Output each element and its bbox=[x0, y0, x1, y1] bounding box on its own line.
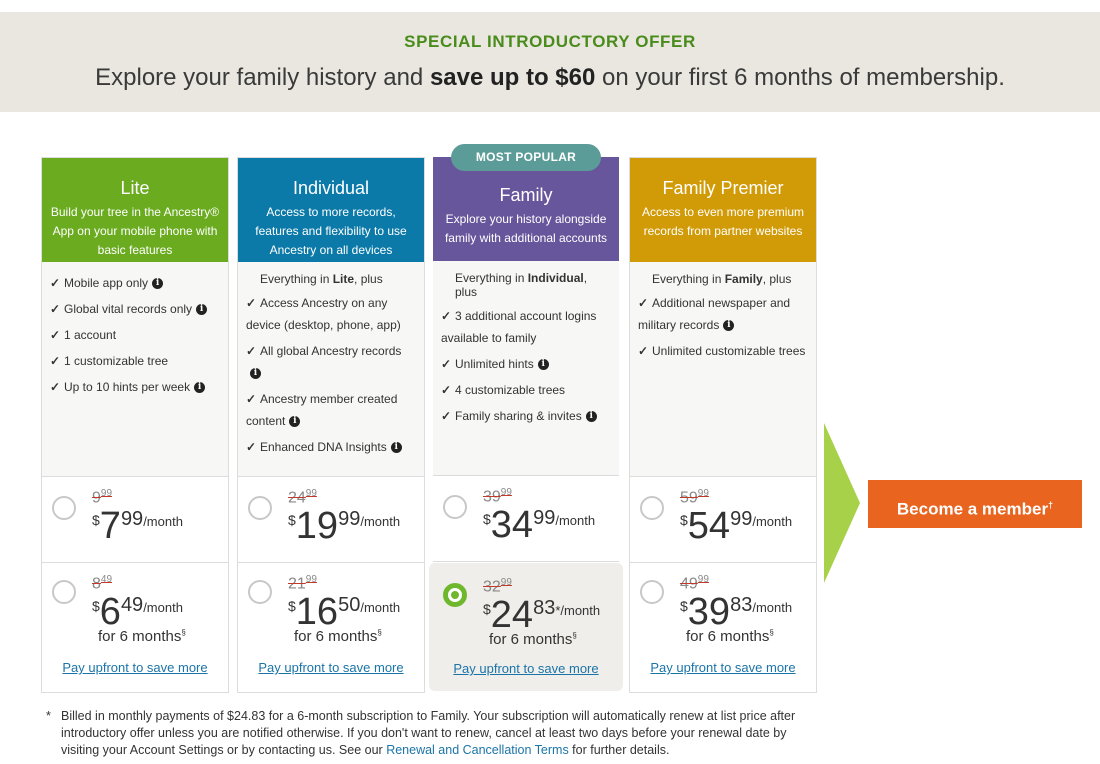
feature-text: 4 customizable trees bbox=[455, 383, 566, 397]
monthly-option[interactable] bbox=[42, 476, 228, 562]
term-text: for 6 months bbox=[489, 631, 573, 648]
intro-text: Everything in bbox=[652, 272, 725, 286]
currency-symbol: $ bbox=[288, 512, 296, 528]
info-icon[interactable]: i bbox=[289, 416, 300, 427]
feature-item bbox=[441, 379, 611, 401]
sixmonth-radio[interactable] bbox=[443, 583, 467, 607]
sixmonth-price bbox=[288, 592, 400, 632]
monthly-radio[interactable] bbox=[52, 496, 76, 520]
feature-item bbox=[50, 298, 220, 320]
plan-description: Build your tree in the Ancestry® App on your mobile phone with basic features bbox=[50, 205, 220, 257]
feature-text: Enhanced DNA Insights bbox=[260, 440, 387, 454]
check-icon: ✓ bbox=[246, 344, 257, 358]
feature-text: Unlimited hints bbox=[455, 357, 534, 371]
info-icon[interactable]: i bbox=[586, 411, 597, 422]
term-text: for 6 months bbox=[98, 628, 182, 645]
feature-text: Ancestry member created content bbox=[246, 392, 398, 428]
feature-text: All global Ancestry records bbox=[260, 344, 402, 358]
info-icon[interactable]: i bbox=[723, 320, 734, 331]
monthly-radio[interactable] bbox=[640, 496, 664, 520]
footnote-text bbox=[61, 708, 806, 759]
features-intro bbox=[455, 271, 609, 299]
feature-text: 1 account bbox=[64, 328, 117, 342]
intro-tail: , plus bbox=[354, 272, 383, 286]
was-cents: 99 bbox=[305, 488, 317, 499]
plan-header bbox=[42, 158, 228, 262]
feature-item bbox=[246, 388, 416, 432]
currency-symbol: $ bbox=[288, 598, 296, 614]
feature-text: Unlimited customizable trees bbox=[652, 344, 806, 358]
currency-symbol: $ bbox=[483, 511, 491, 527]
term-mark: § bbox=[572, 631, 577, 640]
price-period: /month bbox=[752, 600, 793, 615]
check-icon: ✓ bbox=[50, 354, 61, 368]
headline-text: Explore your family history and bbox=[95, 64, 430, 91]
feature-list bbox=[42, 272, 228, 398]
price-period: /month bbox=[555, 513, 596, 528]
plan-name: Lite bbox=[120, 178, 150, 198]
check-icon: ✓ bbox=[441, 309, 452, 323]
feature-item bbox=[50, 272, 220, 294]
sixmonth-radio[interactable] bbox=[640, 580, 664, 604]
plan-name: Family Premier bbox=[662, 178, 784, 198]
feature-list bbox=[433, 305, 619, 427]
plan-features bbox=[630, 262, 816, 476]
info-icon[interactable]: i bbox=[250, 368, 261, 379]
pay-upfront-link[interactable]: Pay upfront to save more bbox=[258, 660, 404, 675]
pay-upfront-link[interactable]: Pay upfront to save more bbox=[650, 660, 796, 675]
headline-savings: save up to $60 bbox=[429, 64, 596, 91]
price-cents: 99 bbox=[120, 508, 144, 530]
plan-card-family-premier bbox=[629, 157, 817, 693]
check-icon: ✓ bbox=[441, 409, 452, 423]
term-label bbox=[98, 628, 186, 645]
sixmonth-radio[interactable] bbox=[52, 580, 76, 604]
check-icon: ✓ bbox=[246, 296, 257, 310]
check-icon: ✓ bbox=[638, 296, 649, 310]
feature-text: Global vital records only bbox=[64, 302, 193, 316]
price-dollars: 39 bbox=[687, 591, 731, 633]
renewal-terms-link[interactable]: Renewal and Cancellation Terms bbox=[386, 743, 569, 757]
currency-symbol: $ bbox=[680, 598, 688, 614]
feature-item bbox=[246, 436, 416, 458]
info-icon[interactable]: i bbox=[196, 304, 207, 315]
feature-item bbox=[50, 324, 220, 346]
term-mark: § bbox=[769, 628, 774, 637]
feature-text: Family sharing & invites bbox=[455, 409, 582, 423]
price-dollars: 7 bbox=[99, 505, 121, 547]
price-dollars: 19 bbox=[295, 505, 339, 547]
sixmonth-price bbox=[680, 592, 792, 632]
term-label bbox=[686, 628, 774, 645]
check-icon: ✓ bbox=[246, 440, 257, 454]
features-intro bbox=[652, 272, 806, 286]
was-dollars: 32 bbox=[483, 578, 501, 596]
footnote-body: Billed in monthly payments of $24.83 for a 6-month subscription to Family. Your subscription will automatically renew at list price after introductory offer unless you are notified otherwise. If you don't want to renew, cancel at least two days before your renewal date by visiting your Account Settings or by contacting us. See our bbox=[61, 709, 796, 757]
monthly-option[interactable] bbox=[433, 475, 619, 561]
intro-plan: Individual bbox=[527, 271, 584, 285]
price-cents: 99 bbox=[730, 508, 753, 530]
was-cents: 49 bbox=[100, 574, 113, 585]
feature-text: 3 additional account logins available to family bbox=[441, 309, 597, 345]
info-icon[interactable]: i bbox=[152, 278, 163, 289]
feature-text: 1 customizable tree bbox=[64, 354, 169, 368]
monthly-price bbox=[92, 506, 183, 546]
plan-header bbox=[433, 157, 619, 261]
features-intro bbox=[260, 272, 414, 286]
plan-features bbox=[433, 261, 619, 475]
intro-plan: Lite bbox=[332, 272, 355, 286]
intro-text: Everything in bbox=[455, 271, 528, 285]
term-label bbox=[489, 631, 577, 648]
was-dollars: 59 bbox=[680, 489, 698, 507]
was-dollars: 21 bbox=[288, 575, 306, 593]
offer-kicker: SPECIAL INTRODUCTORY OFFER bbox=[404, 32, 696, 51]
feature-text: Additional newspaper and military records bbox=[638, 296, 791, 332]
feature-item bbox=[441, 305, 611, 349]
check-icon: ✓ bbox=[441, 357, 452, 371]
feature-item bbox=[638, 292, 808, 336]
currency-symbol: $ bbox=[92, 512, 100, 528]
plan-features bbox=[42, 262, 228, 476]
feature-item bbox=[638, 340, 808, 362]
most-popular-badge: MOST POPULAR bbox=[451, 144, 601, 171]
cta-label: Become a member bbox=[896, 499, 1049, 519]
was-dollars: 24 bbox=[288, 489, 306, 507]
price-period: /month bbox=[360, 600, 401, 615]
monthly-radio[interactable] bbox=[443, 495, 467, 519]
price-dollars: 24 bbox=[490, 594, 534, 636]
price-period: */month bbox=[555, 603, 601, 618]
sixmonth-option[interactable] bbox=[42, 562, 228, 692]
was-dollars: 39 bbox=[483, 488, 501, 506]
info-icon[interactable]: i bbox=[194, 382, 205, 393]
was-dollars: 8 bbox=[92, 575, 101, 593]
footnote-tail: for further details. bbox=[568, 743, 670, 757]
price-period: /month bbox=[143, 514, 183, 529]
price-period: /month bbox=[752, 514, 793, 529]
plan-name: Family bbox=[499, 185, 553, 205]
feature-list bbox=[630, 292, 816, 362]
price-cents: 99 bbox=[533, 507, 556, 529]
was-cents: 99 bbox=[100, 488, 113, 499]
footnote-star: * bbox=[46, 709, 51, 723]
was-cents: 99 bbox=[697, 574, 709, 585]
plan-features bbox=[238, 262, 424, 476]
term-mark: § bbox=[377, 628, 382, 637]
price-cents: 49 bbox=[120, 594, 144, 616]
term-text: for 6 months bbox=[686, 628, 770, 645]
intro-text: Everything in bbox=[260, 272, 333, 286]
sixmonth-radio[interactable] bbox=[248, 580, 272, 604]
info-icon[interactable]: i bbox=[538, 359, 549, 370]
feature-item bbox=[441, 405, 611, 427]
check-icon: ✓ bbox=[50, 276, 61, 290]
check-icon: ✓ bbox=[50, 328, 61, 342]
monthly-price bbox=[483, 505, 595, 545]
sixmonth-option[interactable] bbox=[630, 562, 816, 692]
feature-list bbox=[238, 292, 424, 458]
headline-text-end: on your first 6 months of membership. bbox=[595, 64, 1005, 91]
term-mark: § bbox=[181, 628, 186, 637]
offer-banner bbox=[0, 12, 1100, 112]
sixmonth-price bbox=[92, 592, 183, 632]
price-cents: 50 bbox=[338, 594, 361, 616]
price-dollars: 16 bbox=[295, 591, 339, 633]
was-cents: 99 bbox=[500, 577, 512, 588]
feature-item bbox=[50, 376, 220, 398]
check-icon: ✓ bbox=[50, 302, 61, 316]
sixmonth-price bbox=[483, 595, 600, 635]
plan-header bbox=[630, 158, 816, 262]
billing-footnote bbox=[46, 708, 806, 759]
was-cents: 99 bbox=[697, 488, 709, 499]
pay-upfront-link[interactable]: Pay upfront to save more bbox=[453, 661, 599, 676]
price-period: /month bbox=[143, 600, 183, 615]
plan-card-individual bbox=[237, 157, 425, 693]
check-icon: ✓ bbox=[638, 344, 649, 358]
feature-item bbox=[246, 292, 416, 336]
check-icon: ✓ bbox=[441, 383, 452, 397]
monthly-price bbox=[680, 506, 792, 546]
plan-card-family bbox=[433, 157, 619, 691]
plan-description: Access to more records, features and flexibility to use Ancestry on all devices bbox=[255, 205, 407, 257]
price-cents: 83 bbox=[533, 597, 556, 619]
currency-symbol: $ bbox=[92, 598, 100, 614]
price-dollars: 34 bbox=[490, 504, 534, 546]
monthly-radio[interactable] bbox=[248, 496, 272, 520]
cta-mark: † bbox=[1048, 500, 1054, 510]
was-dollars: 49 bbox=[680, 575, 698, 593]
check-icon: ✓ bbox=[50, 380, 61, 394]
feature-text: Access Ancestry on any device (desktop, phone, app) bbox=[246, 296, 401, 332]
feature-item bbox=[441, 353, 611, 375]
currency-symbol: $ bbox=[483, 601, 491, 617]
price-cents: 99 bbox=[338, 508, 361, 530]
check-icon: ✓ bbox=[246, 392, 257, 406]
monthly-price bbox=[288, 506, 400, 546]
price-cents: 83 bbox=[730, 594, 753, 616]
intro-plan: Family bbox=[724, 272, 763, 286]
monthly-option[interactable] bbox=[238, 476, 424, 562]
plan-header bbox=[238, 158, 424, 262]
arrow-right-icon bbox=[824, 423, 860, 583]
plan-card-lite bbox=[41, 157, 229, 693]
become-member-button[interactable] bbox=[868, 480, 1082, 528]
intro-tail: , plus bbox=[762, 272, 792, 286]
was-cents: 99 bbox=[500, 487, 512, 498]
feature-item bbox=[50, 350, 220, 372]
price-dollars: 6 bbox=[99, 591, 121, 633]
plan-description: Access to even more premium records from partner websites bbox=[641, 205, 805, 238]
feature-text: Up to 10 hints per week bbox=[64, 380, 191, 394]
info-icon[interactable]: i bbox=[391, 442, 402, 453]
feature-text: Mobile app only bbox=[64, 276, 149, 290]
price-period: /month bbox=[360, 514, 401, 529]
feature-item bbox=[246, 340, 416, 384]
plan-name: Individual bbox=[292, 178, 370, 198]
sixmonth-option[interactable] bbox=[238, 562, 424, 692]
was-cents: 99 bbox=[305, 574, 317, 585]
was-dollars: 9 bbox=[92, 489, 101, 507]
pay-upfront-link[interactable]: Pay upfront to save more bbox=[62, 660, 208, 675]
term-label bbox=[294, 628, 382, 645]
intro-tail: , plus bbox=[455, 271, 588, 299]
plan-description: Explore your history alongside family with additional accounts bbox=[444, 212, 608, 245]
currency-symbol: $ bbox=[680, 512, 688, 528]
offer-headline bbox=[0, 64, 1100, 92]
term-text: for 6 months bbox=[294, 628, 378, 645]
monthly-option[interactable] bbox=[630, 476, 816, 562]
price-dollars: 54 bbox=[687, 505, 731, 547]
sixmonth-option[interactable] bbox=[433, 561, 619, 691]
